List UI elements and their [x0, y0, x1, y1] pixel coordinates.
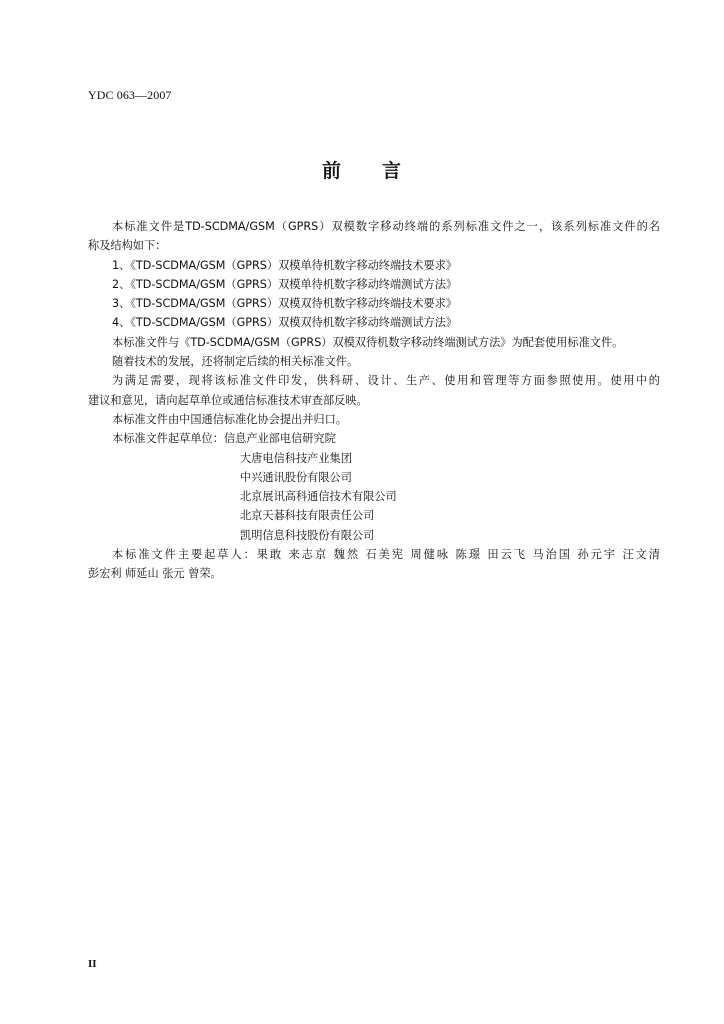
series-item-1: 1、《TD-SCDMA/GSM（GPRS）双模单待机数字移动终端技术要求》	[112, 258, 458, 272]
proposed-by-paragraph: 本标准文件由中国通信标准化协会提出并归口。	[112, 412, 347, 426]
title-char-1: 前	[321, 160, 342, 182]
purpose-paragraph-line-1: 为满足需要，现将该标准文件印发，供科研、设计、生产、使用和管理等方面参照使用。使用中的	[112, 374, 660, 388]
standard-code: YDC 063—2007	[88, 88, 172, 102]
drafting-unit-6: 凯明信息科技股份有限公司	[240, 528, 375, 542]
drafting-unit-3: 中兴通讯股份有限公司	[240, 470, 352, 484]
drafting-unit-4: 北京展讯高科通信技术有限公司	[240, 490, 397, 504]
drafting-units-first	[88, 429, 660, 448]
foreword-body	[88, 217, 660, 584]
future-paragraph: 随着技术的发展，还将制定后续的相关标准文件。	[112, 355, 359, 369]
page-number: II	[88, 958, 97, 970]
companion-paragraph: 本标准文件与《TD-SCDMA/GSM（GPRS）双模双待机数字移动终端测试方法》为配套使用标准文件。	[112, 335, 624, 349]
drafters-paragraph-line-1: 本标准文件主要起草人：果敢 来志京 魏然 石美宪 周健咏 陈璟 田云飞 马治国 孙元宇 汪文清	[112, 548, 660, 562]
drafting-unit-1: 信息产业部电信研究院	[223, 432, 336, 446]
drafting-unit-5: 北京天碁科技有限责任公司	[240, 509, 375, 523]
drafting-units-label: 本标准文件起草单位：	[112, 432, 224, 446]
page-title	[0, 156, 724, 183]
drafters-paragraph-line-2: 彭宏利 师延山 张元 曾荣。	[88, 567, 222, 581]
drafting-unit-2: 大唐电信科技产业集团	[240, 451, 352, 465]
series-item-2: 2、《TD-SCDMA/GSM（GPRS）双模单待机数字移动终端测试方法》	[112, 277, 458, 291]
title-char-2: 言	[382, 160, 403, 182]
intro-paragraph-line-2: 称及结构如下：	[88, 239, 167, 253]
series-item-4: 4、《TD-SCDMA/GSM（GPRS）双模双待机数字移动终端测试方法》	[112, 316, 458, 330]
intro-paragraph-line-1: 本标准文件是TD-SCDMA/GSM（GPRS）双模数字移动终端的系列标准文件之一，该系列标准文件的名	[112, 220, 660, 233]
series-item-3: 3、《TD-SCDMA/GSM（GPRS）双模双待机数字移动终端技术要求》	[112, 297, 458, 311]
purpose-paragraph-line-2: 建议和意见，请向起草单位或通信标准技术审查部反映。	[88, 393, 368, 407]
